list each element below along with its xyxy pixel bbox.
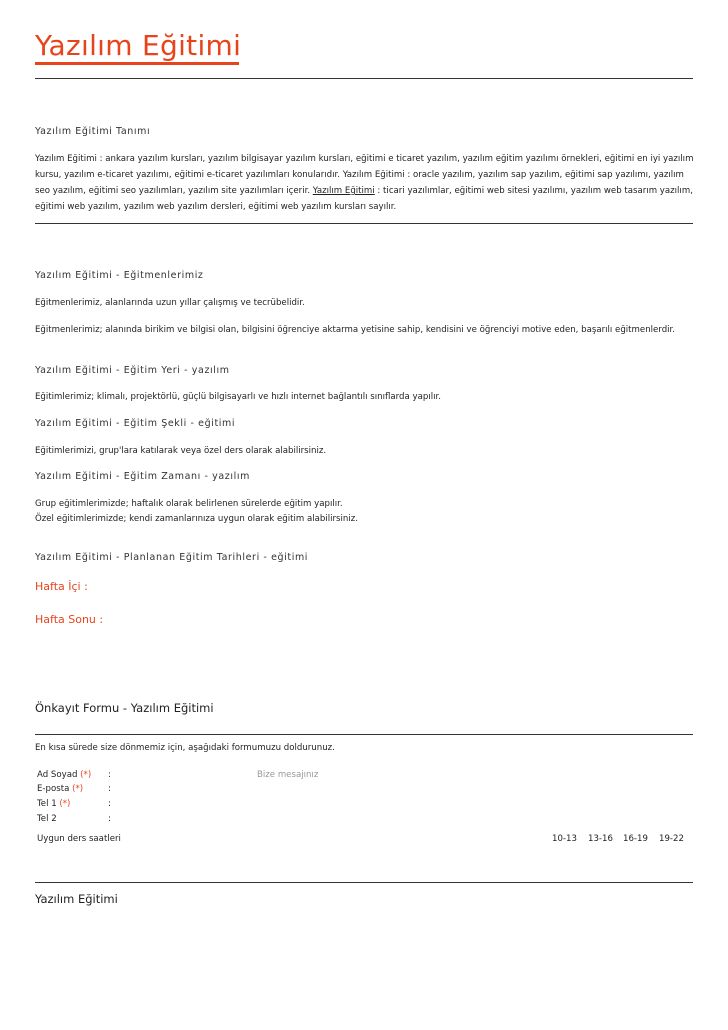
hour-option[interactable]: 19-22 — [659, 834, 684, 844]
message-textarea[interactable]: Bize mesajınız — [257, 770, 319, 780]
field-sep: : — [108, 784, 111, 794]
field-sep: : — [108, 799, 111, 809]
field-sep: : — [108, 770, 111, 780]
field-label-email — [37, 782, 83, 796]
footer-title: Yazılım Eğitimi — [35, 892, 118, 906]
form-title: Önkayıt Formu - Yazılım Eğitimi — [35, 701, 214, 715]
time-line2: Özel eğitimlerimizde; kendi zamanlarınıza uygun olarak eğitim alabilirsiniz. — [35, 514, 358, 524]
dates-heading: Yazılım Eğitimi - Planlanan Eğitim Tarihleri - eğitimi — [35, 552, 309, 563]
intro-paragraph — [35, 151, 695, 215]
place-text: Eğitimlerimiz; klimalı, projektörlü, güçlü bilgisayarlı ve hızlı internet bağlantılı sınıflarda yapılır. — [35, 392, 441, 402]
time-heading: Yazılım Eğitimi - Eğitim Zamanı - yazılım — [35, 471, 250, 482]
intro-divider — [35, 223, 693, 224]
intro-text: Yazılım Eğitimi : ankara yazılım kursları, yazılım bilgisayar yazılım kursları, eğitimi e ticaret yazılım, yazılım eğitim yazılımı örnekleri, eğitimi en iyi yazılım kursu, yazılım e-ticaret yazılımı, eğitimi e-ticaret yazılımları konularıdır. Yazılım Eğitimi : oracle yazılım, yazılım sap yazılım, eğitimi sap yazılımı, yazılım seo yazılım, eğitimi seo yazılımları, yazılım site yazılımları içerir. — [35, 154, 694, 196]
required-marker: (*) — [59, 799, 71, 809]
form-divider — [35, 734, 693, 735]
intro-text-after: : ticari yazılımlar, eğitimi web sitesi yazılımı, yazılım web tasarım yazılım, eğitimi web yazılım, yazılım web yazılım dersleri, eğitimi web yazılım kursları sayılır. — [35, 186, 693, 212]
hour-option[interactable]: 10-13 — [552, 834, 577, 844]
field-label-text: Ad Soyad — [37, 770, 78, 780]
tel1-input[interactable] — [116, 797, 236, 811]
trainers-p1: Eğitmenlerimiz, alanlarında uzun yıllar çalışmış ve tecrübelidir. — [35, 298, 305, 308]
required-marker: (*) — [80, 770, 92, 780]
weekend-label: Hafta Sonu : — [35, 613, 104, 626]
field-sep: : — [108, 814, 111, 824]
time-line1: Grup eğitimlerimizde; haftalık olarak belirlenen sürelerde eğitim yapılır. — [35, 499, 343, 509]
intro-link[interactable]: Yazılım Eğitimi — [312, 186, 375, 196]
weekday-label: Hafta İçi : — [35, 580, 88, 593]
title-underline — [35, 62, 239, 65]
footer-divider — [35, 882, 693, 883]
field-label-text: Tel 2 — [37, 814, 57, 824]
header-divider — [35, 78, 693, 79]
intro-heading: Yazılım Eğitimi Tanımı — [35, 126, 151, 137]
field-label-tel1 — [37, 797, 70, 811]
field-label-name — [37, 768, 91, 782]
field-label-tel2 — [37, 812, 57, 826]
format-text: Eğitimlerimizi, grup'lara katılarak veya özel ders olarak alabilirsiniz. — [35, 446, 327, 456]
required-marker: (*) — [72, 784, 84, 794]
page-title: Yazılım Eğitimi — [35, 29, 242, 62]
field-label-text: E-posta — [37, 784, 70, 794]
email-input[interactable] — [116, 782, 236, 796]
field-label-text: Tel 1 — [37, 799, 57, 809]
tel2-input[interactable] — [116, 812, 236, 826]
trainers-heading: Yazılım Eğitimi - Eğitmenlerimiz — [35, 270, 204, 281]
trainers-p2: Eğitmenlerimiz; alanında birikim ve bilgisi olan, bilgisini öğrenciye aktarma yetisine sahip, kendisini ve öğrenciyi motive eden, başarılı eğitmenlerdir. — [35, 325, 676, 335]
form-intro: En kısa sürede size dönmemiz için, aşağıdaki formumuzu doldurunuz. — [35, 743, 335, 753]
hours-label: Uygun ders saatleri — [37, 834, 121, 844]
hour-option[interactable]: 13-16 — [588, 834, 613, 844]
place-heading: Yazılım Eğitimi - Eğitim Yeri - yazılım — [35, 365, 230, 376]
name-input[interactable] — [116, 768, 236, 782]
hour-option[interactable]: 16-19 — [623, 834, 648, 844]
format-heading: Yazılım Eğitimi - Eğitim Şekli - eğitimi — [35, 418, 236, 429]
